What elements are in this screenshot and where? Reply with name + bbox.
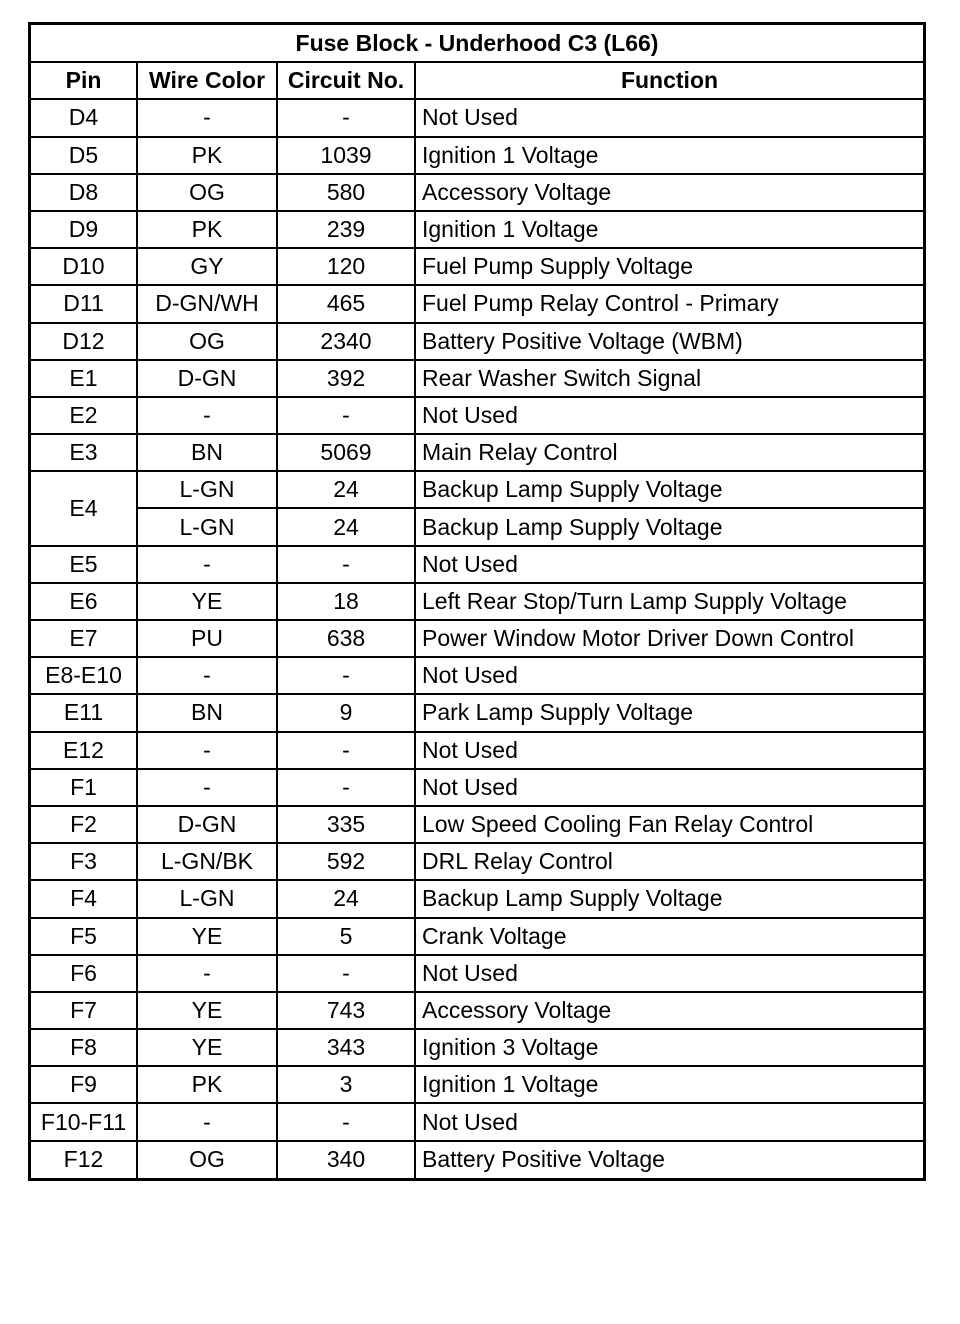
table-row [31, 918, 923, 955]
fuse-block-table-frame [28, 22, 926, 1181]
pin-cell: F1 [31, 769, 137, 806]
function-cell: Power Window Motor Driver Down Control [415, 620, 923, 657]
function-cell: Not Used [415, 546, 923, 583]
function-cell: Low Speed Cooling Fan Relay Control [415, 806, 923, 843]
table-row [31, 1103, 923, 1140]
pin-cell: E1 [31, 360, 137, 397]
pin-cell: E7 [31, 620, 137, 657]
wire-color-cell: - [137, 397, 277, 434]
table-row [31, 992, 923, 1029]
circuit-no-cell: - [277, 397, 415, 434]
function-cell: Ignition 1 Voltage [415, 211, 923, 248]
wire-color-cell: YE [137, 583, 277, 620]
function-cell: Accessory Voltage [415, 992, 923, 1029]
circuit-no-cell: - [277, 955, 415, 992]
pin-cell: E6 [31, 583, 137, 620]
function-cell: Backup Lamp Supply Voltage [415, 471, 923, 508]
pin-cell: E12 [31, 732, 137, 769]
wire-color-cell: - [137, 99, 277, 136]
wire-color-cell: OG [137, 323, 277, 360]
function-cell: Crank Voltage [415, 918, 923, 955]
wire-color-cell: YE [137, 918, 277, 955]
pin-cell: D10 [31, 248, 137, 285]
table-row [31, 843, 923, 880]
table-row [31, 211, 923, 248]
function-cell: Not Used [415, 99, 923, 136]
header-function: Function [415, 62, 923, 99]
wire-color-cell: - [137, 955, 277, 992]
circuit-no-cell: 743 [277, 992, 415, 1029]
pin-cell: F7 [31, 992, 137, 1029]
table-row [31, 546, 923, 583]
circuit-no-cell: 465 [277, 285, 415, 322]
wire-color-cell: L-GN [137, 471, 277, 508]
circuit-no-cell: 638 [277, 620, 415, 657]
wire-color-cell: PK [137, 1066, 277, 1103]
function-cell: Park Lamp Supply Voltage [415, 694, 923, 731]
function-cell: Ignition 1 Voltage [415, 1066, 923, 1103]
table-row [31, 880, 923, 917]
function-cell: Not Used [415, 732, 923, 769]
circuit-no-cell: 24 [277, 880, 415, 917]
table-row [31, 248, 923, 285]
wire-color-cell: PK [137, 211, 277, 248]
pin-cell: D12 [31, 323, 137, 360]
circuit-no-cell: 5069 [277, 434, 415, 471]
circuit-no-cell: 592 [277, 843, 415, 880]
header-circuit-no: Circuit No. [277, 62, 415, 99]
table-row [31, 1066, 923, 1103]
pin-cell: E8-E10 [31, 657, 137, 694]
wire-color-cell: BN [137, 434, 277, 471]
wire-color-cell: D-GN/WH [137, 285, 277, 322]
function-cell: Accessory Voltage [415, 174, 923, 211]
function-cell: Fuel Pump Relay Control - Primary [415, 285, 923, 322]
pin-cell: F3 [31, 843, 137, 880]
circuit-no-cell: 24 [277, 508, 415, 545]
pin-cell: D4 [31, 99, 137, 136]
table-row [31, 583, 923, 620]
table-row [31, 806, 923, 843]
pin-cell: F6 [31, 955, 137, 992]
circuit-no-cell: 335 [277, 806, 415, 843]
wire-color-cell: L-GN/BK [137, 843, 277, 880]
circuit-no-cell: 343 [277, 1029, 415, 1066]
table-row [31, 620, 923, 657]
wire-color-cell: - [137, 657, 277, 694]
circuit-no-cell: - [277, 657, 415, 694]
circuit-no-cell: - [277, 1103, 415, 1140]
circuit-no-cell: 120 [277, 248, 415, 285]
table-row [31, 1141, 923, 1178]
pin-cell: E3 [31, 434, 137, 471]
table-row [31, 732, 923, 769]
table-row [31, 694, 923, 731]
header-pin: Pin [31, 62, 137, 99]
table-row [31, 471, 923, 508]
wire-color-cell: OG [137, 174, 277, 211]
pin-cell: F4 [31, 880, 137, 917]
function-cell: Not Used [415, 397, 923, 434]
function-cell: Ignition 1 Voltage [415, 137, 923, 174]
function-cell: Not Used [415, 955, 923, 992]
table-row [31, 99, 923, 136]
wire-color-cell: GY [137, 248, 277, 285]
table-row [31, 769, 923, 806]
function-cell: Not Used [415, 1103, 923, 1140]
wire-color-cell: L-GN [137, 880, 277, 917]
circuit-no-cell: - [277, 732, 415, 769]
function-cell: Backup Lamp Supply Voltage [415, 880, 923, 917]
circuit-no-cell: 340 [277, 1141, 415, 1178]
table-row [31, 397, 923, 434]
function-cell: Not Used [415, 657, 923, 694]
table-row [31, 657, 923, 694]
fuse-block-table [31, 25, 923, 1178]
pin-cell: E11 [31, 694, 137, 731]
pin-cell: D11 [31, 285, 137, 322]
circuit-no-cell: 3 [277, 1066, 415, 1103]
circuit-no-cell: 5 [277, 918, 415, 955]
wire-color-cell: OG [137, 1141, 277, 1178]
pin-cell: F12 [31, 1141, 137, 1178]
function-cell: Battery Positive Voltage (WBM) [415, 323, 923, 360]
wire-color-cell: D-GN [137, 360, 277, 397]
circuit-no-cell: - [277, 769, 415, 806]
table-row [31, 360, 923, 397]
function-cell: Backup Lamp Supply Voltage [415, 508, 923, 545]
circuit-no-cell: 2340 [277, 323, 415, 360]
circuit-no-cell: - [277, 546, 415, 583]
wire-color-cell: BN [137, 694, 277, 731]
wire-color-cell: PK [137, 137, 277, 174]
pin-cell: F10-F11 [31, 1103, 137, 1140]
wire-color-cell: D-GN [137, 806, 277, 843]
wire-color-cell: - [137, 546, 277, 583]
pin-cell: F5 [31, 918, 137, 955]
table-row [31, 323, 923, 360]
pin-cell: D5 [31, 137, 137, 174]
circuit-no-cell: - [277, 99, 415, 136]
wire-color-cell: L-GN [137, 508, 277, 545]
circuit-no-cell: 18 [277, 583, 415, 620]
header-row [31, 62, 923, 99]
wire-color-cell: YE [137, 992, 277, 1029]
function-cell: Rear Washer Switch Signal [415, 360, 923, 397]
circuit-no-cell: 9 [277, 694, 415, 731]
table-row [31, 285, 923, 322]
pin-cell: E5 [31, 546, 137, 583]
circuit-no-cell: 239 [277, 211, 415, 248]
function-cell: DRL Relay Control [415, 843, 923, 880]
wire-color-cell: YE [137, 1029, 277, 1066]
circuit-no-cell: 1039 [277, 137, 415, 174]
table-row [31, 174, 923, 211]
pin-cell: F2 [31, 806, 137, 843]
table-body [31, 99, 923, 1177]
function-cell: Not Used [415, 769, 923, 806]
circuit-no-cell: 580 [277, 174, 415, 211]
pin-cell: E2 [31, 397, 137, 434]
pin-cell: D9 [31, 211, 137, 248]
header-wire-color: Wire Color [137, 62, 277, 99]
wire-color-cell: - [137, 1103, 277, 1140]
table-row [31, 508, 923, 545]
pin-cell: F9 [31, 1066, 137, 1103]
pin-cell: F8 [31, 1029, 137, 1066]
wire-color-cell: - [137, 732, 277, 769]
circuit-no-cell: 24 [277, 471, 415, 508]
function-cell: Fuel Pump Supply Voltage [415, 248, 923, 285]
wire-color-cell: - [137, 769, 277, 806]
function-cell: Left Rear Stop/Turn Lamp Supply Voltage [415, 583, 923, 620]
table-row [31, 1029, 923, 1066]
circuit-no-cell: 392 [277, 360, 415, 397]
function-cell: Ignition 3 Voltage [415, 1029, 923, 1066]
table-row [31, 955, 923, 992]
table-row [31, 434, 923, 471]
table-row [31, 137, 923, 174]
table-title: Fuse Block - Underhood C3 (L66) [31, 25, 923, 62]
function-cell: Main Relay Control [415, 434, 923, 471]
pin-cell: E4 [31, 471, 137, 545]
function-cell: Battery Positive Voltage [415, 1141, 923, 1178]
pin-cell: D8 [31, 174, 137, 211]
wire-color-cell: PU [137, 620, 277, 657]
